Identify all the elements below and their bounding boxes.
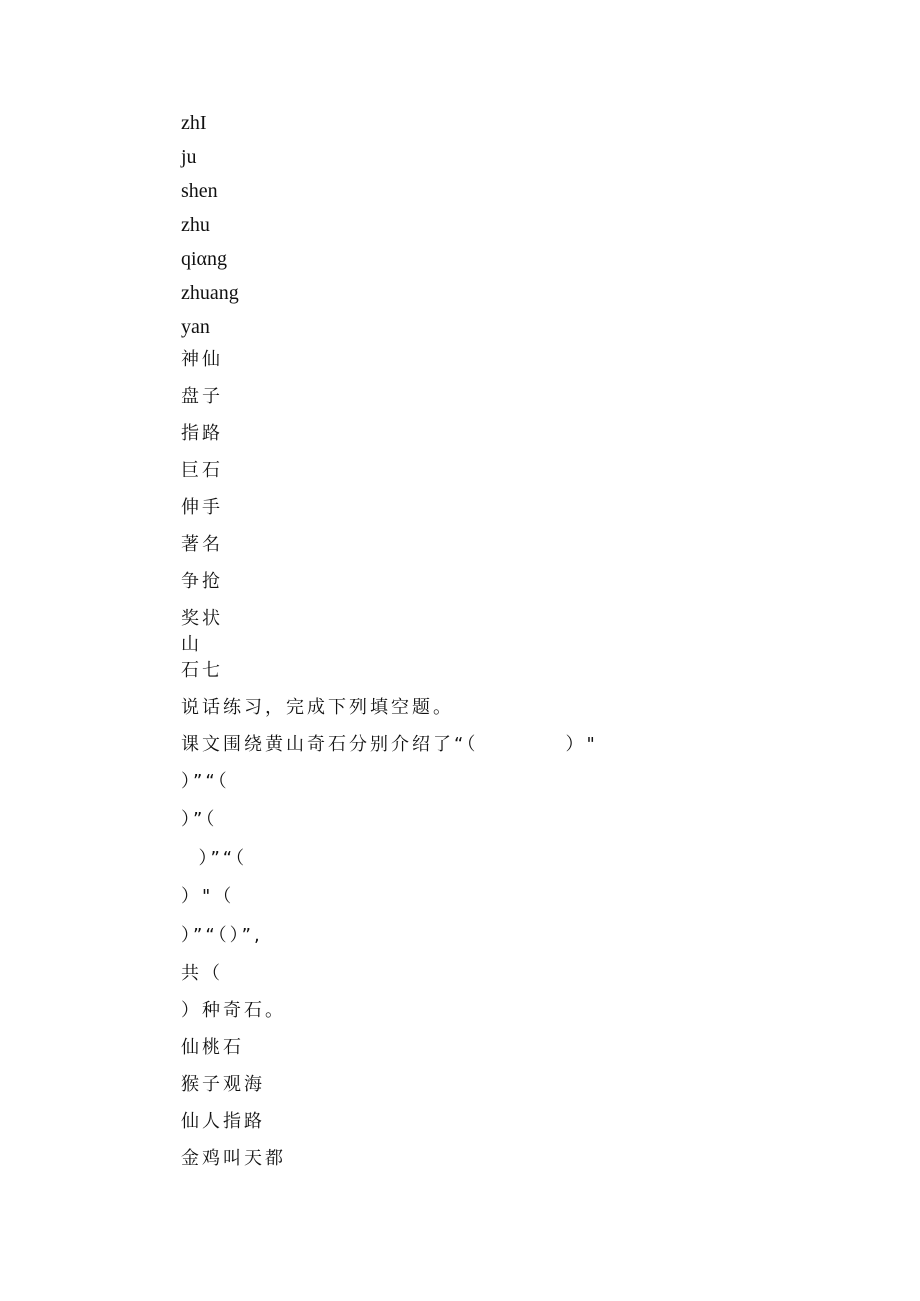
word-item: 奖状 bbox=[181, 608, 223, 629]
word-item: 指路 bbox=[181, 423, 223, 444]
pinyin-item: zhu bbox=[181, 214, 210, 236]
exercise-line: ）”“（ bbox=[181, 771, 230, 792]
word-item: 著名 bbox=[181, 534, 223, 555]
word-item: 盘子 bbox=[181, 386, 223, 407]
answer-item: 仙桃石 bbox=[181, 1037, 244, 1058]
answer-item: 仙人指路 bbox=[181, 1111, 265, 1132]
word-item: 石七 bbox=[181, 660, 223, 681]
word-item: 争抢 bbox=[181, 571, 223, 592]
exercise-line: 课文围绕黄山奇石分别介绍了“（ ）" bbox=[181, 734, 598, 755]
exercise-line: ）"（ bbox=[181, 886, 235, 907]
exercise-title: 说话练习，完成下列填空题。 bbox=[181, 697, 454, 718]
pinyin-item: yan bbox=[181, 316, 210, 338]
exercise-line: ）”“（）”, bbox=[181, 925, 263, 946]
word-item: 巨石 bbox=[181, 460, 223, 481]
pinyin-item: zhuang bbox=[181, 282, 239, 304]
exercise-line: ）”（ bbox=[181, 809, 218, 830]
word-item: 山 bbox=[181, 634, 202, 655]
pinyin-item: zhI bbox=[181, 112, 207, 134]
pinyin-item: shen bbox=[181, 180, 218, 202]
pinyin-item: qiαng bbox=[181, 248, 228, 270]
exercise-line: ）”“（ bbox=[181, 848, 248, 869]
exercise-line: ）种奇石。 bbox=[181, 1000, 286, 1021]
exercise-line: 共（ bbox=[181, 963, 223, 984]
answer-item: 猴子观海 bbox=[181, 1074, 265, 1095]
word-item: 伸手 bbox=[181, 497, 223, 518]
word-item: 神仙 bbox=[181, 349, 223, 370]
pinyin-item: ju bbox=[181, 146, 197, 168]
answer-item: 金鸡叫天都 bbox=[181, 1148, 286, 1169]
